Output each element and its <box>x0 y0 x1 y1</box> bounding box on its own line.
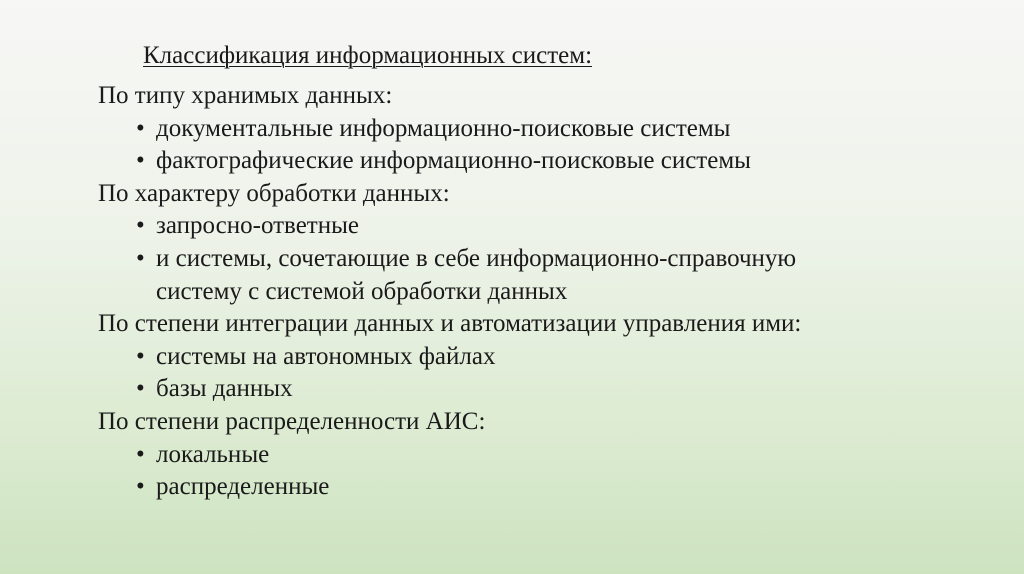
list-item-text: системы на автономных файлах <box>156 342 496 370</box>
list-item <box>98 471 998 504</box>
list-item <box>98 145 998 178</box>
bullet-icon: • <box>136 244 145 272</box>
section-integration <box>98 308 998 406</box>
section-distribution <box>98 406 998 504</box>
list-item <box>98 210 998 243</box>
list-item-text: базы данных <box>156 375 293 403</box>
slide-title: Классификация информационных систем: <box>143 42 593 69</box>
list-item-text: локальные <box>156 440 270 468</box>
list-item <box>98 243 998 276</box>
list-item-text: и системы, сочетающие в себе информационно-справочную <box>156 244 797 272</box>
bullet-icon: • <box>136 147 145 175</box>
section-processing <box>98 178 998 308</box>
bullet-icon: • <box>136 375 145 403</box>
section-heading: По характеру обработки данных: <box>98 179 450 207</box>
bullet-icon: • <box>136 212 145 240</box>
list-item-text: документальные информационно-поисковые системы <box>156 114 731 142</box>
section-heading: По степени интеграции данных и автоматизации управления ими: <box>98 310 802 338</box>
section-data-type <box>98 80 998 178</box>
list-item-text: запросно-ответные <box>156 212 359 240</box>
bullet-icon: • <box>136 473 145 501</box>
list-item-text: систему с системой обработки данных <box>156 277 568 305</box>
list-item-continuation <box>98 276 998 309</box>
bullet-icon: • <box>136 114 145 142</box>
list-item <box>98 341 998 374</box>
section-heading: По типу хранимых данных: <box>98 82 393 109</box>
list-item-text: распределенные <box>156 473 330 501</box>
list-item <box>98 113 998 146</box>
classification-list <box>98 80 998 504</box>
section-heading: По степени распределенности АИС: <box>98 407 486 435</box>
list-item-text: фактографические информационно-поисковые системы <box>156 147 751 175</box>
bullet-icon: • <box>136 440 145 468</box>
list-item <box>98 373 998 406</box>
list-item <box>98 439 998 472</box>
bullet-icon: • <box>136 342 145 370</box>
